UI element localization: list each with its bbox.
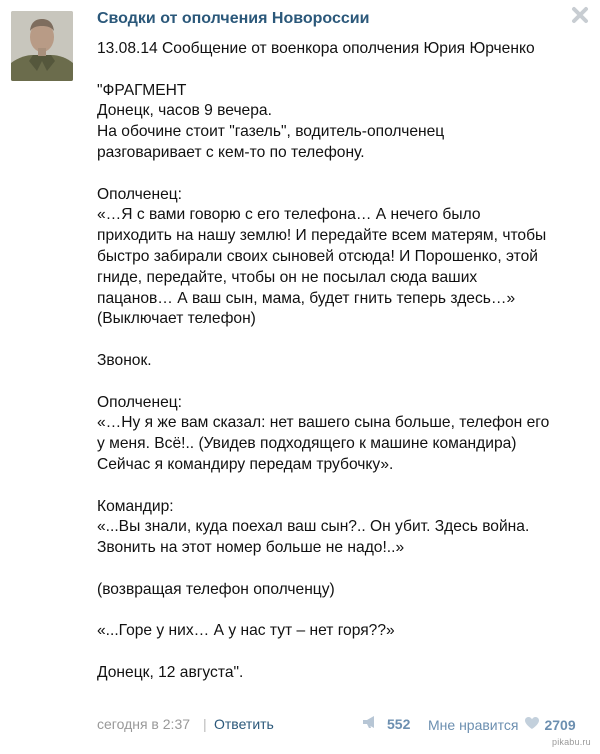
- post-text-line: Командир:: [97, 497, 174, 515]
- blank-line: [97, 476, 567, 497]
- share-button[interactable]: [362, 715, 410, 732]
- post-text-line: (возвращая телефон ополченцу): [97, 580, 335, 598]
- post-author-link[interactable]: Сводки от ополчения Новороссии: [97, 10, 370, 27]
- blank-line: [97, 372, 567, 393]
- blank-line: [97, 601, 567, 622]
- post-text-line: Ополченец:: [97, 185, 183, 203]
- watermark: pikabu.ru: [552, 737, 591, 747]
- like-label: Мне нравится: [428, 716, 519, 733]
- post-text-line: приходить на нашу землю! И передайте всем матерям, чтобы: [97, 227, 547, 245]
- post-text-line: «...Горе у них… А у нас тут – нет горя??»: [97, 622, 395, 640]
- post-text-line: у меня. Всё!.. (Увидев подходящего к машине командира): [97, 435, 517, 453]
- post-text-line: "ФРАГМЕНТ: [97, 81, 187, 99]
- heart-icon: [524, 716, 540, 733]
- like-button[interactable]: [428, 716, 576, 733]
- post-text-line: Ополченец:: [97, 393, 183, 411]
- blank-line: [97, 330, 567, 351]
- like-count: 2709: [544, 716, 576, 733]
- close-icon[interactable]: [569, 4, 591, 26]
- avatar-image: [11, 11, 73, 81]
- post-footer: [97, 716, 587, 736]
- post-text-line: Сейчас я командиру передам трубочку».: [97, 455, 394, 473]
- share-count: 552: [387, 715, 411, 732]
- post-text-line: пацанов… А ваш сын, мама, будет гнить теперь здесь…»: [97, 289, 516, 307]
- avatar[interactable]: [11, 11, 73, 81]
- post-text-line: Звонок.: [97, 351, 152, 369]
- megaphone-icon: [362, 715, 379, 732]
- post-text-line: разговаривает с кем-то по телефону.: [97, 143, 365, 161]
- post-text: [97, 39, 567, 684]
- post-text-line: «...Вы знали, куда поехал ваш сын?.. Он убит. Здесь война.: [97, 518, 530, 536]
- post-text-line: Звонить на этот номер больше не надо!..»: [97, 539, 405, 557]
- post-text-line: гниде, передайте, чтобы он не посылал сюда ваших: [97, 268, 478, 286]
- blank-line: [97, 642, 567, 663]
- blank-line: [97, 164, 567, 185]
- blank-line: [97, 60, 567, 81]
- post-text-line: «…Я с вами говорю с его телефона… А нечего было: [97, 206, 481, 224]
- post-text-line: быстро забирали своих сыновей отсюда! И Порошенко, этой: [97, 247, 538, 265]
- post-date[interactable]: сегодня в 2:37: [97, 716, 191, 732]
- reply-link[interactable]: Ответить: [214, 716, 274, 732]
- post-text-line: Донецк, часов 9 вечера.: [97, 102, 272, 120]
- post-text-line: На обочине стоит "газель", водитель-ополченец: [97, 123, 445, 141]
- post-text-line: (Выключает телефон): [97, 310, 256, 328]
- post-text-line: Донецк, 12 августа".: [97, 663, 244, 681]
- footer-separator: |: [203, 716, 207, 732]
- blank-line: [97, 559, 567, 580]
- post-text-line: «…Ну я же вам сказал: нет вашего сына больше, телефон его: [97, 414, 550, 432]
- post-text-line: 13.08.14 Сообщение от военкора ополчения Юрия Юрченко: [97, 40, 535, 57]
